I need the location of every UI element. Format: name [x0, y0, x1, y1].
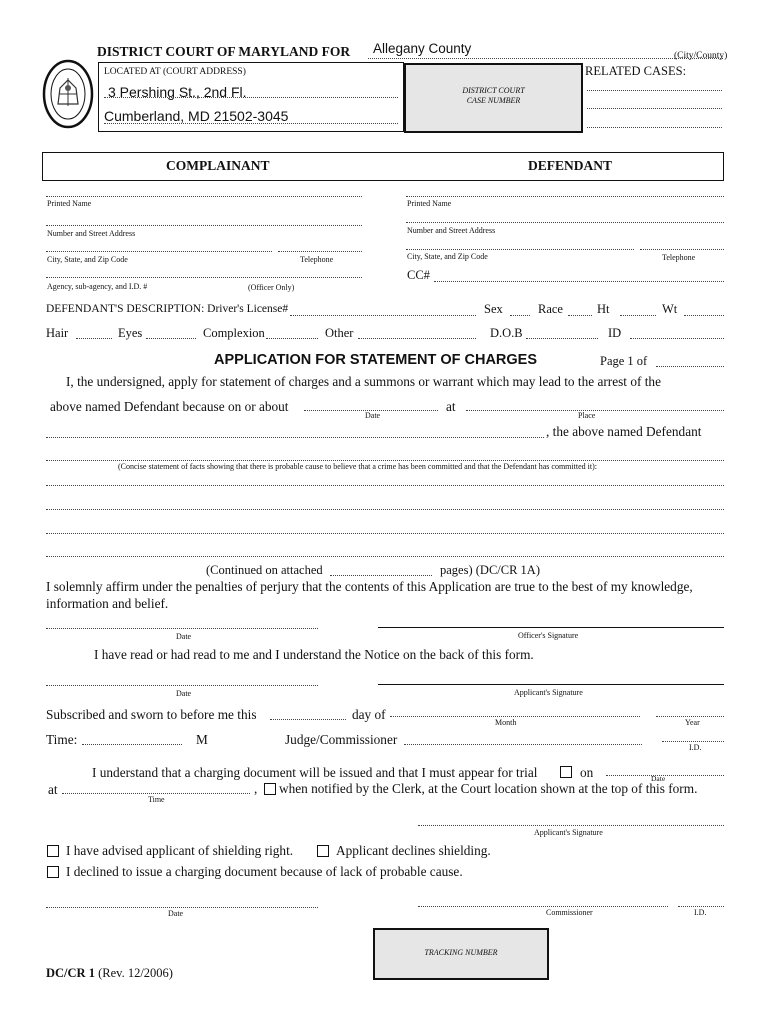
dob-line[interactable]	[526, 338, 598, 339]
declined-issue-checkbox[interactable]	[47, 866, 59, 878]
county-value[interactable]: Allegany County	[373, 41, 472, 56]
judge-label: Judge/Commissioner	[285, 732, 398, 747]
notice-text: I have read or had read to me and I understand the Notice on the back of this form.	[94, 647, 534, 662]
related-case-line-2[interactable]	[587, 108, 722, 109]
applicant-signature-line[interactable]	[378, 684, 724, 685]
sex-label: Sex	[484, 302, 503, 316]
sworn-year-line[interactable]	[656, 716, 724, 717]
parties-header-box	[42, 152, 724, 181]
defendant-street-address: Number and Street Address	[407, 226, 496, 235]
subscribed-label: Subscribed and sworn to before me this	[46, 707, 257, 722]
complainant-heading: COMPLAINANT	[166, 158, 270, 173]
hair-line[interactable]	[76, 338, 112, 339]
commissioner-line[interactable]	[418, 906, 668, 907]
defendant-telephone: Telephone	[662, 253, 696, 262]
form-id-code: DC/CR 1	[46, 966, 95, 980]
applicant-signature-caption: Applicant's Signature	[514, 688, 583, 697]
form-id	[46, 966, 173, 981]
complexion-line[interactable]	[266, 338, 318, 339]
defendant-city-state-zip: City, State, and Zip Code	[407, 252, 488, 261]
defendant-printed-name: Printed Name	[407, 199, 452, 208]
complainant-agency: Agency, sub-agency, and I.D. #	[47, 282, 148, 291]
trial-on-label: on	[580, 765, 594, 780]
officer-signature-caption: Officer's Signature	[518, 631, 579, 640]
wt-line[interactable]	[684, 315, 724, 316]
facts-line-5[interactable]	[46, 556, 724, 557]
eyes-line[interactable]	[146, 338, 196, 339]
page-of-label: Page 1 of	[600, 354, 648, 368]
address-line1-rule	[104, 97, 398, 98]
trial-time-caption: Time	[148, 795, 165, 804]
id-label: ID	[608, 326, 622, 340]
trial-date-checkbox[interactable]	[560, 766, 572, 778]
case-number-label-2: CASE NUMBER	[466, 96, 521, 105]
concise-statement-caption: (Concise statement of facts showing that there is probable cause to believe that a crime has been committed and that the Defendant has committed it):	[118, 462, 597, 471]
defendant-city-line[interactable]	[406, 249, 634, 250]
trial-notified-checkbox[interactable]	[264, 783, 276, 795]
hair-label: Hair	[46, 326, 69, 340]
month-caption: Month	[495, 718, 517, 727]
continued-end: pages) (DC/CR 1A)	[440, 563, 540, 577]
county-line	[368, 58, 723, 59]
related-cases-label: RELATED CASES:	[585, 64, 687, 78]
shielding-declines-checkbox[interactable]	[317, 845, 329, 857]
application-line2-start: above named Defendant because on or about	[50, 399, 289, 414]
tracking-number-label: TRACKING NUMBER	[424, 948, 498, 957]
wt-label: Wt	[662, 302, 678, 316]
trial-applicant-signature-caption: Applicant's Signature	[534, 828, 603, 837]
court-title: DISTRICT COURT OF MARYLAND FOR	[97, 44, 351, 59]
trial-time-line[interactable]	[62, 793, 250, 794]
commissioner-id-line[interactable]	[678, 906, 724, 907]
defendant-address-line[interactable]	[406, 222, 724, 223]
race-line[interactable]	[568, 315, 592, 316]
description-label: DEFENDANT'S DESCRIPTION: Driver's License#	[46, 303, 289, 315]
seal-text: DISTRICT COURT OF MARYLAND	[48, 131, 88, 141]
license-line[interactable]	[290, 315, 476, 316]
complexion-label: Complexion	[203, 326, 265, 340]
shielding-advised-checkbox[interactable]	[47, 845, 59, 857]
declined-issue: I declined to issue a charging document because of lack of probable cause.	[66, 864, 463, 879]
sworn-time-line[interactable]	[82, 744, 182, 745]
continued-pages-line[interactable]	[330, 575, 432, 576]
offense-location-line[interactable]	[46, 437, 544, 438]
court-address-line2[interactable]: Cumberland, MD 21502-3045	[104, 108, 289, 124]
facts-line-1[interactable]	[46, 460, 724, 461]
cc-label: CC#	[407, 268, 430, 282]
commissioner-caption: Commissioner	[546, 908, 593, 917]
sworn-month-line[interactable]	[390, 716, 640, 717]
trial-comma: ,	[254, 781, 258, 796]
address-line2-rule	[104, 123, 398, 124]
located-at-label: LOCATED AT (COURT ADDRESS)	[104, 67, 246, 77]
application-line1: I, the undersigned, apply for statement of charges and a summons or warrant which may lead to the arrest of the	[66, 374, 661, 389]
time-label: Time:	[46, 732, 78, 747]
defendant-heading: DEFENDANT	[528, 158, 613, 173]
cc-line[interactable]	[434, 281, 724, 282]
offense-place-caption: Place	[578, 411, 596, 420]
complainant-printed-name: Printed Name	[47, 199, 92, 208]
complainant-street-address: Number and Street Address	[47, 229, 136, 238]
affirm-line1: I solemnly affirm under the penalties of perjury that the contents of this Application are true to the best of my knowledge,	[46, 579, 693, 594]
complainant-phone-line[interactable]	[278, 251, 362, 252]
facts-line-2[interactable]	[46, 485, 724, 486]
commissioner-id-caption: I.D.	[694, 908, 707, 917]
related-case-line-3[interactable]	[587, 127, 722, 128]
other-line[interactable]	[358, 338, 476, 339]
officer-date-caption: Date	[176, 632, 192, 641]
year-caption: Year	[685, 718, 700, 727]
related-case-line-1[interactable]	[587, 90, 722, 91]
affirm-line2: information and belief.	[46, 596, 169, 611]
ht-line[interactable]	[620, 315, 656, 316]
commissioner-date-caption: Date	[168, 909, 184, 918]
judge-line[interactable]	[404, 744, 642, 745]
complainant-agency-line[interactable]	[46, 277, 362, 278]
complainant-telephone: Telephone	[300, 255, 334, 264]
officer-signature-line[interactable]	[378, 627, 724, 628]
defendant-name-line[interactable]	[406, 196, 724, 197]
applicant-date-line[interactable]	[46, 685, 318, 686]
time-m-label: M	[196, 732, 208, 747]
day-of-label: day of	[352, 707, 386, 722]
facts-line-4[interactable]	[46, 533, 724, 534]
complainant-city-line[interactable]	[46, 251, 272, 252]
complainant-name-line[interactable]	[46, 196, 362, 197]
court-seal	[42, 58, 94, 130]
judge-id-caption: I.D.	[689, 743, 702, 752]
court-address-line1[interactable]: 3 Pershing St., 2nd Fl.	[108, 84, 247, 100]
sex-line[interactable]	[510, 315, 530, 316]
page-count-line[interactable]	[656, 366, 724, 367]
application-title: APPLICATION FOR STATEMENT OF CHARGES	[214, 352, 538, 368]
dob-label: D.O.B	[490, 326, 523, 340]
judge-id-line[interactable]	[662, 741, 724, 742]
form-revision: (Rev. 12/2006)	[94, 966, 173, 980]
trial-at-label: at	[48, 782, 58, 797]
eyes-label: Eyes	[118, 326, 143, 340]
officer-date-line[interactable]	[46, 628, 318, 629]
above-named-defendant: , the above named Defendant	[546, 424, 702, 439]
continued-start: (Continued on attached	[206, 563, 323, 577]
shielding-advised: I have advised applicant of shielding right.	[66, 843, 294, 858]
id-line[interactable]	[630, 338, 724, 339]
sworn-day-line[interactable]	[270, 719, 346, 720]
complainant-city-state-zip: City, State, and Zip Code	[47, 255, 128, 264]
commissioner-date-line[interactable]	[46, 907, 318, 908]
trial-applicant-signature-line[interactable]	[418, 825, 724, 826]
offense-date-caption: Date	[365, 411, 381, 420]
trial-understand: I understand that a charging document will be issued and that I must appear for trial	[92, 765, 538, 780]
case-number-label-1: DISTRICT COURT	[462, 86, 525, 95]
city-county-label: (City/County)	[674, 51, 728, 61]
offense-at-label: at	[446, 399, 456, 414]
race-label: Race	[538, 302, 563, 316]
other-label: Other	[325, 326, 354, 340]
trial-date-caption: Date	[651, 774, 666, 783]
officer-only: (Officer Only)	[248, 283, 295, 292]
applicant-date-caption: Date	[176, 689, 192, 698]
trial-when-notified: when notified by the Clerk, at the Court location shown at the top of this form.	[279, 781, 698, 796]
facts-line-3[interactable]	[46, 509, 724, 510]
shielding-declines: Applicant declines shielding.	[336, 843, 491, 858]
defendant-phone-line[interactable]	[640, 249, 724, 250]
ht-label: Ht	[597, 302, 610, 316]
complainant-address-line[interactable]	[46, 225, 362, 226]
